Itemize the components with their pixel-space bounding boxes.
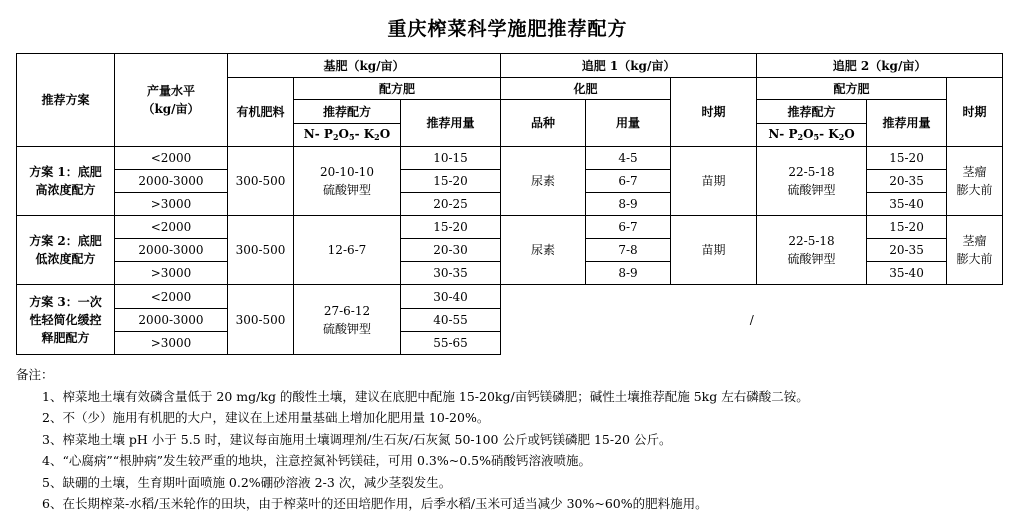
plan2-amount: 15-20 <box>401 216 501 239</box>
plan1-formula2 <box>757 147 867 216</box>
plan1-formula <box>294 147 401 216</box>
plan2-period2 <box>947 216 1003 285</box>
plan1-formula-line2: 硫酸钾型 <box>322 183 371 197</box>
plan2-amount: 20-30 <box>401 239 501 262</box>
plan1-period: 苗期 <box>671 147 757 216</box>
note-item: 3、榨菜地土壤 pH 小于 5.5 时，建议每亩施用土壤调理剂/生石灰/石灰氮 50-100 公斤或钙镁磷肥 15-20 公斤。 <box>42 431 672 447</box>
header-rec-amount-2: 推荐用量 <box>867 100 947 147</box>
npk-k: - K <box>354 126 375 141</box>
plan2-variety: 尿素 <box>501 216 586 285</box>
npk-sub-5: 5 <box>348 131 355 142</box>
npk-n: N- P <box>768 126 798 141</box>
plan3-no-topdressing: / <box>501 285 1003 355</box>
header-chemical-fertilizer: 化肥 <box>501 78 671 100</box>
plan2-yield: 2000-3000 <box>115 239 228 262</box>
notes-label: 备注： <box>16 367 54 382</box>
table-row <box>17 216 1003 239</box>
plan1-yield: <2000 <box>115 147 228 170</box>
plan2-formula2-line1: 22-5-18 <box>788 234 835 248</box>
plan3-yield: <2000 <box>115 285 228 309</box>
header-amount: 用量 <box>586 100 671 147</box>
plan1-chem-amount: 6-7 <box>586 170 671 193</box>
note-item: 2、不（少）施用有机肥的大户，建议在上述用量基础上增加化肥用量 10-20%。 <box>42 410 490 425</box>
header-top-dressing-2: 追肥 2（kg/亩） <box>757 54 1003 78</box>
plan3-amount: 40-55 <box>401 309 501 332</box>
plan2-name <box>17 216 115 285</box>
plan1-formula2-line1: 22-5-18 <box>788 165 835 179</box>
plan2-name-line2: 低浓度配方 <box>35 252 96 266</box>
header-yield-level <box>115 54 228 147</box>
note-item: 5、缺硼的土壤，生育期叶面喷施 0.2%硼砂溶液 2-3 次，减少茎裂发生。 <box>42 474 452 490</box>
table-row <box>17 285 1003 309</box>
npk-o: O <box>338 126 349 141</box>
header-compound-fertilizer-2: 配方肥 <box>757 78 947 100</box>
plan1-amount2: 15-20 <box>867 147 947 170</box>
header-period-2: 时期 <box>947 78 1003 147</box>
plan3-yield: 2000-3000 <box>115 309 228 332</box>
npk-sub-k2: 2 <box>374 131 380 142</box>
plan1-formula-line1: 20-10-10 <box>320 165 374 179</box>
plan2-yield: >3000 <box>115 262 228 285</box>
plan1-name <box>17 147 115 216</box>
plan2-amount2: 15-20 <box>867 216 947 239</box>
plan2-organic: 300-500 <box>228 216 294 285</box>
plan1-amount: 15-20 <box>401 170 501 193</box>
table-row <box>17 147 1003 170</box>
plan3-name-line1: 方案 3：一次 <box>29 294 102 309</box>
header-npk-formula-2 <box>757 124 867 147</box>
plan3-amount: 55-65 <box>401 332 501 355</box>
plan1-chem-amount: 4-5 <box>586 147 671 170</box>
plan2-formula2-line2: 硫酸钾型 <box>787 252 836 266</box>
header-organic: 有机肥料 <box>228 78 294 147</box>
header-compound-fertilizer: 配方肥 <box>294 78 501 100</box>
plan1-chem-amount: 8-9 <box>586 193 671 216</box>
header-period: 时期 <box>671 78 757 147</box>
plan3-name-line2: 性轻简化缓控 <box>29 312 102 327</box>
plan1-amount: 10-15 <box>401 147 501 170</box>
note-item: 6、在长期榨菜-水稻/玉米轮作的田块，由于榨菜叶的还田培肥作用，后季水稻/玉米可适当减少 30%~60%的肥料施用。 <box>42 496 708 511</box>
header-rec-amount: 推荐用量 <box>401 100 501 147</box>
plan1-amount2: 20-35 <box>867 170 947 193</box>
plan1-yield: 2000-3000 <box>115 170 228 193</box>
plan2-formula: 12-6-7 <box>294 216 401 285</box>
plan2-chem-amount: 8-9 <box>586 262 671 285</box>
npk-sub-2: 2 <box>332 131 339 142</box>
plan2-yield: <2000 <box>115 216 228 239</box>
header-top-dressing-1: 追肥 1（kg/亩） <box>501 54 757 78</box>
plan1-formula2-line2: 硫酸钾型 <box>787 183 836 197</box>
header-yield-line2: （kg/亩） <box>142 102 200 116</box>
notes-section <box>16 364 1006 515</box>
plan2-chem-amount: 6-7 <box>586 216 671 239</box>
plan2-chem-amount: 7-8 <box>586 239 671 262</box>
plan3-amount: 30-40 <box>401 285 501 309</box>
plan1-period2 <box>947 147 1003 216</box>
plan3-formula-line2: 硫酸钾型 <box>322 321 371 336</box>
plan2-amount2: 35-40 <box>867 262 947 285</box>
plan3-formula <box>294 285 401 355</box>
header-npk-formula <box>294 124 401 147</box>
plan2-name-line1: 方案 2：底肥 <box>29 234 102 248</box>
plan1-name-line2: 高浓度配方 <box>35 183 96 197</box>
npk-sub-5: 5 <box>813 131 820 142</box>
header-row <box>17 54 1003 78</box>
plan2-period2-line2: 膨大前 <box>956 252 993 266</box>
npk-o-end: O <box>379 126 391 141</box>
plan1-variety: 尿素 <box>501 147 586 216</box>
plan1-yield: >3000 <box>115 193 228 216</box>
plan3-yield: >3000 <box>115 332 228 355</box>
plan3-organic: 300-500 <box>228 285 294 355</box>
npk-o: O <box>803 126 814 141</box>
note-item: 4、“心腐病”“根肿病”发生较严重的地块，注意控氮补钙镁硅，可用 0.3%~0.5%硝酸钙溶液喷施。 <box>42 453 591 468</box>
plan1-amount: 20-25 <box>401 193 501 216</box>
plan1-amount2: 35-40 <box>867 193 947 216</box>
header-rec-formula: 推荐配方 <box>294 100 401 124</box>
plan2-amount: 30-35 <box>401 262 501 285</box>
plan3-name-line3: 释肥配方 <box>41 330 90 345</box>
plan2-formula2 <box>757 216 867 285</box>
header-base-fertilizer: 基肥（kg/亩） <box>228 54 501 78</box>
header-variety: 品种 <box>501 100 586 147</box>
plan2-period2-line1: 茎瘤 <box>962 234 987 248</box>
npk-o-end: O <box>844 126 855 141</box>
plan1-organic: 300-500 <box>228 147 294 216</box>
header-rec-plan: 推荐方案 <box>17 54 115 147</box>
plan2-amount2: 20-35 <box>867 239 947 262</box>
header-yield-line1: 产量水平 <box>146 84 195 98</box>
npk-sub-2: 2 <box>797 131 804 142</box>
note-item: 1、榨菜地土壤有效磷含量低于 20 mg/kg 的酸性土壤，建议在底肥中配施 15-20kg/亩钙镁磷肥；碱性土壤推荐配施 5kg 左右磷酸二铵。 <box>42 388 809 404</box>
plan1-period2-line1: 茎瘤 <box>962 165 987 179</box>
plan2-period: 苗期 <box>671 216 757 285</box>
npk-k: - K <box>819 126 839 141</box>
plan1-period2-line2: 膨大前 <box>956 183 993 197</box>
npk-n: N- P <box>303 126 333 141</box>
plan3-name <box>17 285 115 355</box>
header-rec-formula-2: 推荐配方 <box>757 100 867 124</box>
npk-sub-k2: 2 <box>838 131 845 142</box>
page-title: 重庆榨菜科学施肥推荐配方 <box>387 18 628 40</box>
plan3-formula-line1: 27-6-12 <box>323 303 371 318</box>
plan1-name-line1: 方案 1：底肥 <box>29 165 102 179</box>
fertilizer-table <box>16 53 1003 355</box>
